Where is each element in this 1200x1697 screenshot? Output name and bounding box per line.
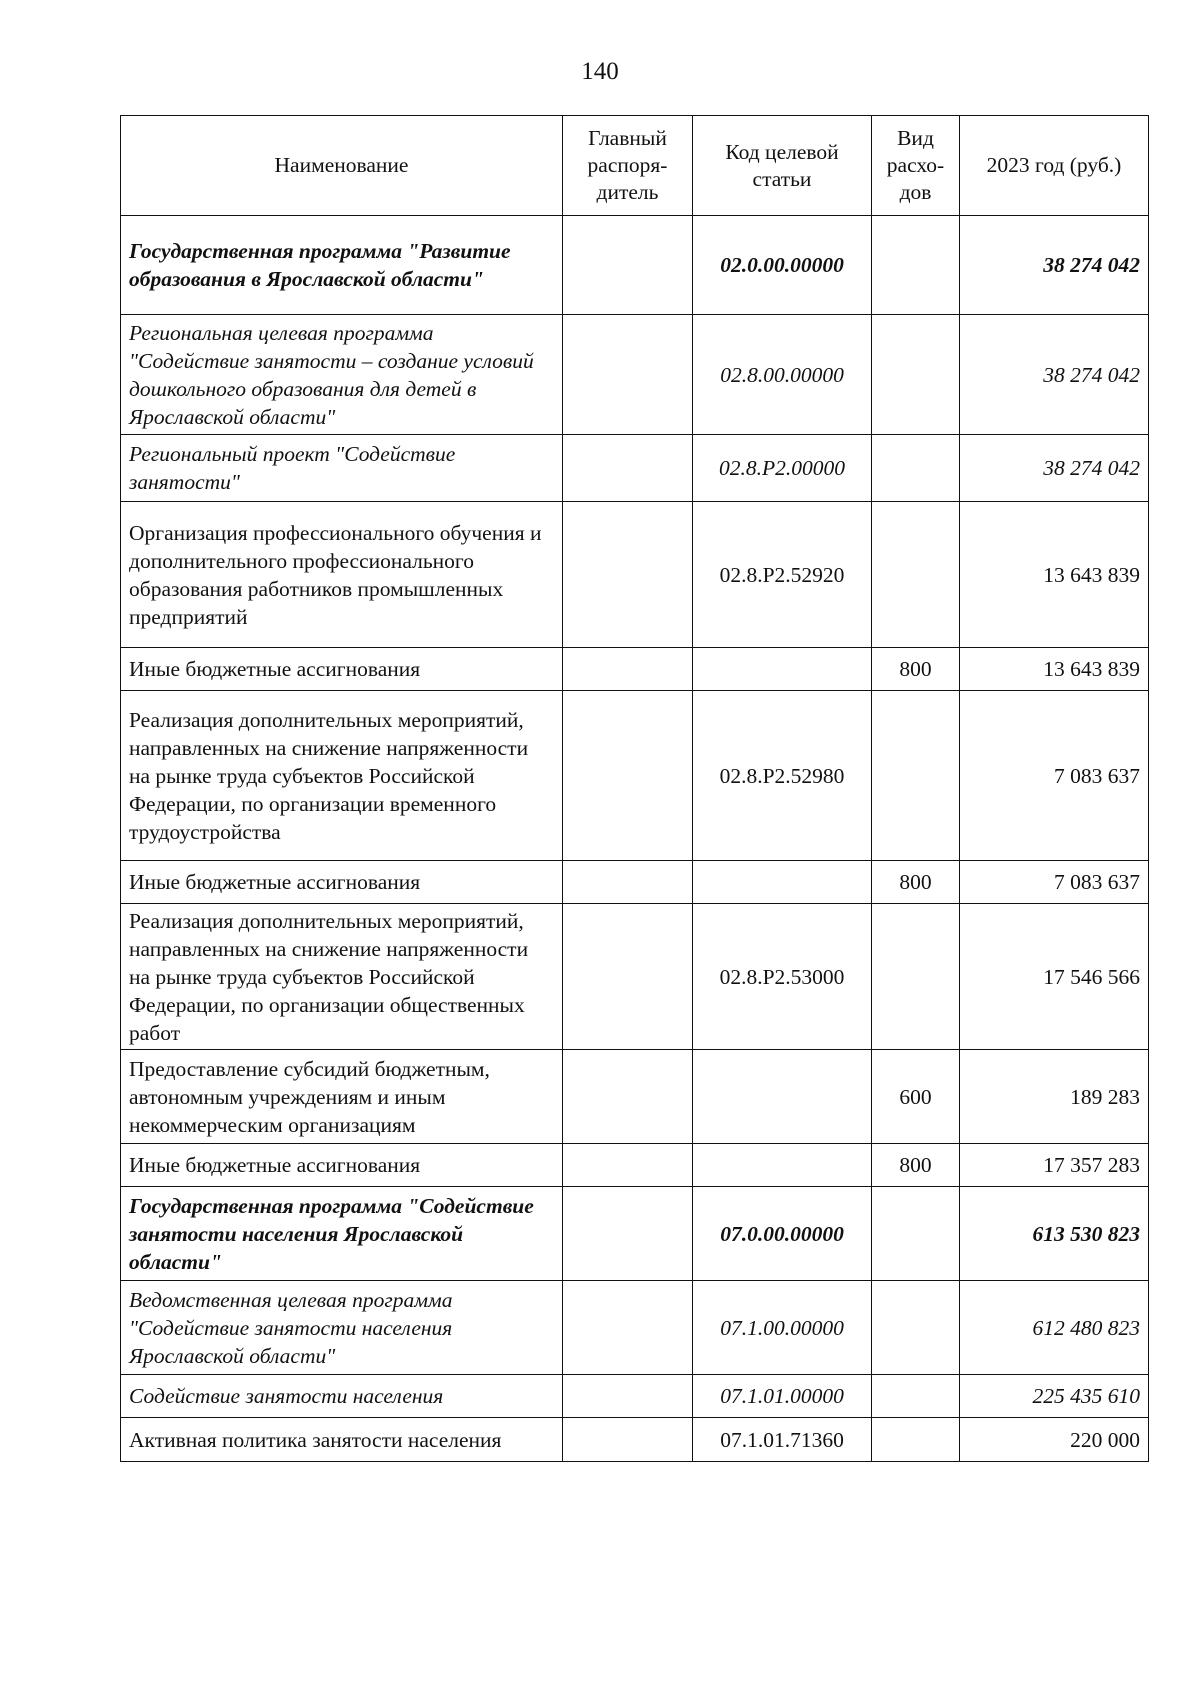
cell-admin	[563, 315, 693, 435]
cell-kind	[872, 1375, 960, 1418]
table-row	[121, 1050, 1149, 1144]
cell-name: Региональная целевая программа "Содействие занятости – создание условий дошкольного образования для детей в Ярославской области"	[121, 315, 563, 435]
cell-code: 02.8.P2.52920	[693, 502, 872, 648]
table-row	[121, 691, 1149, 861]
cell-name: Региональный проект "Содействие занятости"	[121, 435, 563, 502]
cell-amount: 38 274 042	[960, 315, 1149, 435]
cell-amount: 612 480 823	[960, 1281, 1149, 1375]
table-row	[121, 315, 1149, 435]
cell-name: Реализация дополнительных мероприятий, направленных на снижение напряженности на рынке труда субъектов Российской Федерации, по организации общественных работ	[121, 904, 563, 1050]
cell-amount: 17 357 283	[960, 1144, 1149, 1187]
cell-amount: 613 530 823	[960, 1187, 1149, 1281]
cell-amount: 7 083 637	[960, 861, 1149, 904]
cell-kind: 800	[872, 1144, 960, 1187]
cell-admin	[563, 1281, 693, 1375]
cell-amount: 220 000	[960, 1418, 1149, 1462]
table-row	[121, 648, 1149, 691]
table-row	[121, 502, 1149, 648]
cell-kind: 600	[872, 1050, 960, 1144]
cell-code: 02.8.P2.00000	[693, 435, 872, 502]
header-name: Наименование	[121, 116, 563, 216]
cell-amount: 7 083 637	[960, 691, 1149, 861]
table-row	[121, 1187, 1149, 1281]
cell-admin	[563, 1144, 693, 1187]
page-number: 140	[581, 58, 619, 85]
cell-amount: 38 274 042	[960, 216, 1149, 315]
cell-admin	[563, 1187, 693, 1281]
cell-code: 02.8.00.00000	[693, 315, 872, 435]
table-row	[121, 1418, 1149, 1462]
cell-code: 07.1.01.71360	[693, 1418, 872, 1462]
cell-name: Содействие занятости населения	[121, 1375, 563, 1418]
cell-code: 07.1.01.00000	[693, 1375, 872, 1418]
cell-amount: 13 643 839	[960, 648, 1149, 691]
table-row	[121, 1375, 1149, 1418]
cell-admin	[563, 1418, 693, 1462]
cell-kind	[872, 315, 960, 435]
cell-name: Иные бюджетные ассигнования	[121, 648, 563, 691]
cell-kind	[872, 904, 960, 1050]
table-row	[121, 216, 1149, 315]
cell-kind	[872, 216, 960, 315]
cell-admin	[563, 435, 693, 502]
cell-amount: 38 274 042	[960, 435, 1149, 502]
cell-name: Предоставление субсидий бюджетным, автономным учреждениям и иным некоммерческим организациям	[121, 1050, 563, 1144]
table-row	[121, 861, 1149, 904]
table-row	[121, 435, 1149, 502]
cell-amount: 17 546 566	[960, 904, 1149, 1050]
cell-amount: 189 283	[960, 1050, 1149, 1144]
cell-admin	[563, 691, 693, 861]
table-body	[121, 216, 1149, 1462]
cell-code	[693, 648, 872, 691]
budget-table	[120, 115, 1149, 1462]
cell-admin	[563, 1050, 693, 1144]
header-kind: Вид расхо-дов	[872, 116, 960, 216]
cell-code: 02.8.P2.52980	[693, 691, 872, 861]
cell-admin	[563, 216, 693, 315]
cell-name: Реализация дополнительных мероприятий, направленных на снижение напряженности на рынке труда субъектов Российской Федерации, по организации временного трудоустройства	[121, 691, 563, 861]
cell-name: Государственная программа "Развитие образования в Ярославской области"	[121, 216, 563, 315]
cell-name: Иные бюджетные ассигнования	[121, 1144, 563, 1187]
cell-kind	[872, 1281, 960, 1375]
header-code: Код целевой статьи	[693, 116, 872, 216]
cell-admin	[563, 904, 693, 1050]
cell-kind	[872, 1418, 960, 1462]
cell-kind: 800	[872, 861, 960, 904]
cell-code: 07.0.00.00000	[693, 1187, 872, 1281]
cell-kind: 800	[872, 648, 960, 691]
cell-code: 07.1.00.00000	[693, 1281, 872, 1375]
cell-code: 02.8.P2.53000	[693, 904, 872, 1050]
cell-admin	[563, 861, 693, 904]
cell-name: Организация профессионального обучения и дополнительного профессионального образования работников промышленных предприятий	[121, 502, 563, 648]
cell-code	[693, 1144, 872, 1187]
cell-kind	[872, 435, 960, 502]
cell-admin	[563, 502, 693, 648]
cell-code: 02.0.00.00000	[693, 216, 872, 315]
header-amount: 2023 год (руб.)	[960, 116, 1149, 216]
cell-name: Активная политика занятости населения	[121, 1418, 563, 1462]
table-row	[121, 904, 1149, 1050]
table-header-row	[121, 116, 1149, 216]
cell-code	[693, 1050, 872, 1144]
cell-name: Иные бюджетные ассигнования	[121, 861, 563, 904]
cell-kind	[872, 502, 960, 648]
cell-name: Ведомственная целевая программа "Содействие занятости населения Ярославской области"	[121, 1281, 563, 1375]
cell-kind	[872, 691, 960, 861]
cell-amount: 225 435 610	[960, 1375, 1149, 1418]
cell-name: Государственная программа "Содействие занятости населения Ярославской области"	[121, 1187, 563, 1281]
header-admin: Главный распоря-дитель	[563, 116, 693, 216]
cell-amount: 13 643 839	[960, 502, 1149, 648]
table-row	[121, 1144, 1149, 1187]
cell-kind	[872, 1187, 960, 1281]
cell-admin	[563, 648, 693, 691]
table-row	[121, 1281, 1149, 1375]
cell-admin	[563, 1375, 693, 1418]
cell-code	[693, 861, 872, 904]
